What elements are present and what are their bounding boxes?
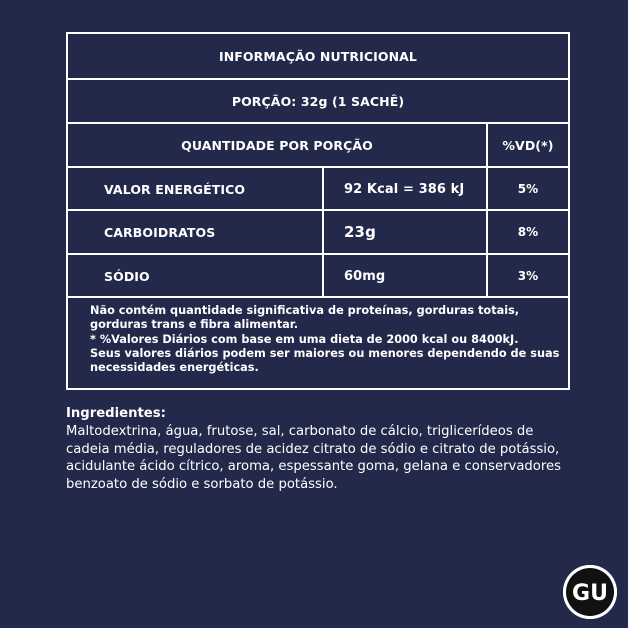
note-line: Não contém quantidade significativa de proteínas, gorduras totais, gorduras trans e fibra alimentar. (90, 304, 520, 332)
ingredients-section (66, 405, 566, 494)
vd-header: %VD(*) (502, 137, 554, 153)
column-divider (486, 122, 488, 296)
nutrient-name: CARBOIDRATOS (104, 224, 216, 240)
gu-logo (563, 565, 617, 619)
nutrient-name: VALOR ENERGÉTICO (104, 181, 246, 197)
column-divider (322, 166, 324, 296)
nutrient-name: SÓDIO (104, 268, 150, 284)
note-line: Seus valores diários podem ser maiores ou menores dependendo de suas necessidades energéticas. (90, 346, 560, 375)
ingredients-title: Ingredientes: (66, 406, 166, 421)
logo-text: GU (572, 581, 608, 606)
note-line: * %Valores Diários com base em uma dieta de 2000 kcal ou 8400kJ. (90, 332, 519, 346)
nutrient-amount: 92 Kcal = 386 kJ (344, 181, 465, 197)
gu-logo-icon (563, 565, 617, 619)
nutrient-amount: 60mg (344, 268, 386, 284)
nutrient-vd: 3% (517, 269, 539, 283)
portion-size: PORÇÃO: 32g (1 SACHÊ) (231, 93, 405, 109)
nutrition-table (66, 32, 570, 390)
nutrient-amount: 23g (344, 223, 376, 241)
table-title: INFORMAÇÃO NUTRICIONAL (218, 48, 417, 64)
nutrient-vd: 5% (517, 182, 539, 196)
ingredients-text: Maltodextrina, água, frutose, sal, carbonato de cálcio, triglicerídeos de cadeia média, reguladores de acidez citrato de sódio e citrato de potássio, acidulante ácido cítrico, aroma, espessante goma, gelana e conservadores benzoato de sódio e sorbato de potássio. (66, 423, 561, 493)
table-notes (90, 304, 560, 375)
divider (68, 296, 568, 298)
nutrient-vd: 8% (517, 225, 539, 239)
quantity-header: QUANTIDADE POR PORÇÃO (181, 137, 373, 153)
